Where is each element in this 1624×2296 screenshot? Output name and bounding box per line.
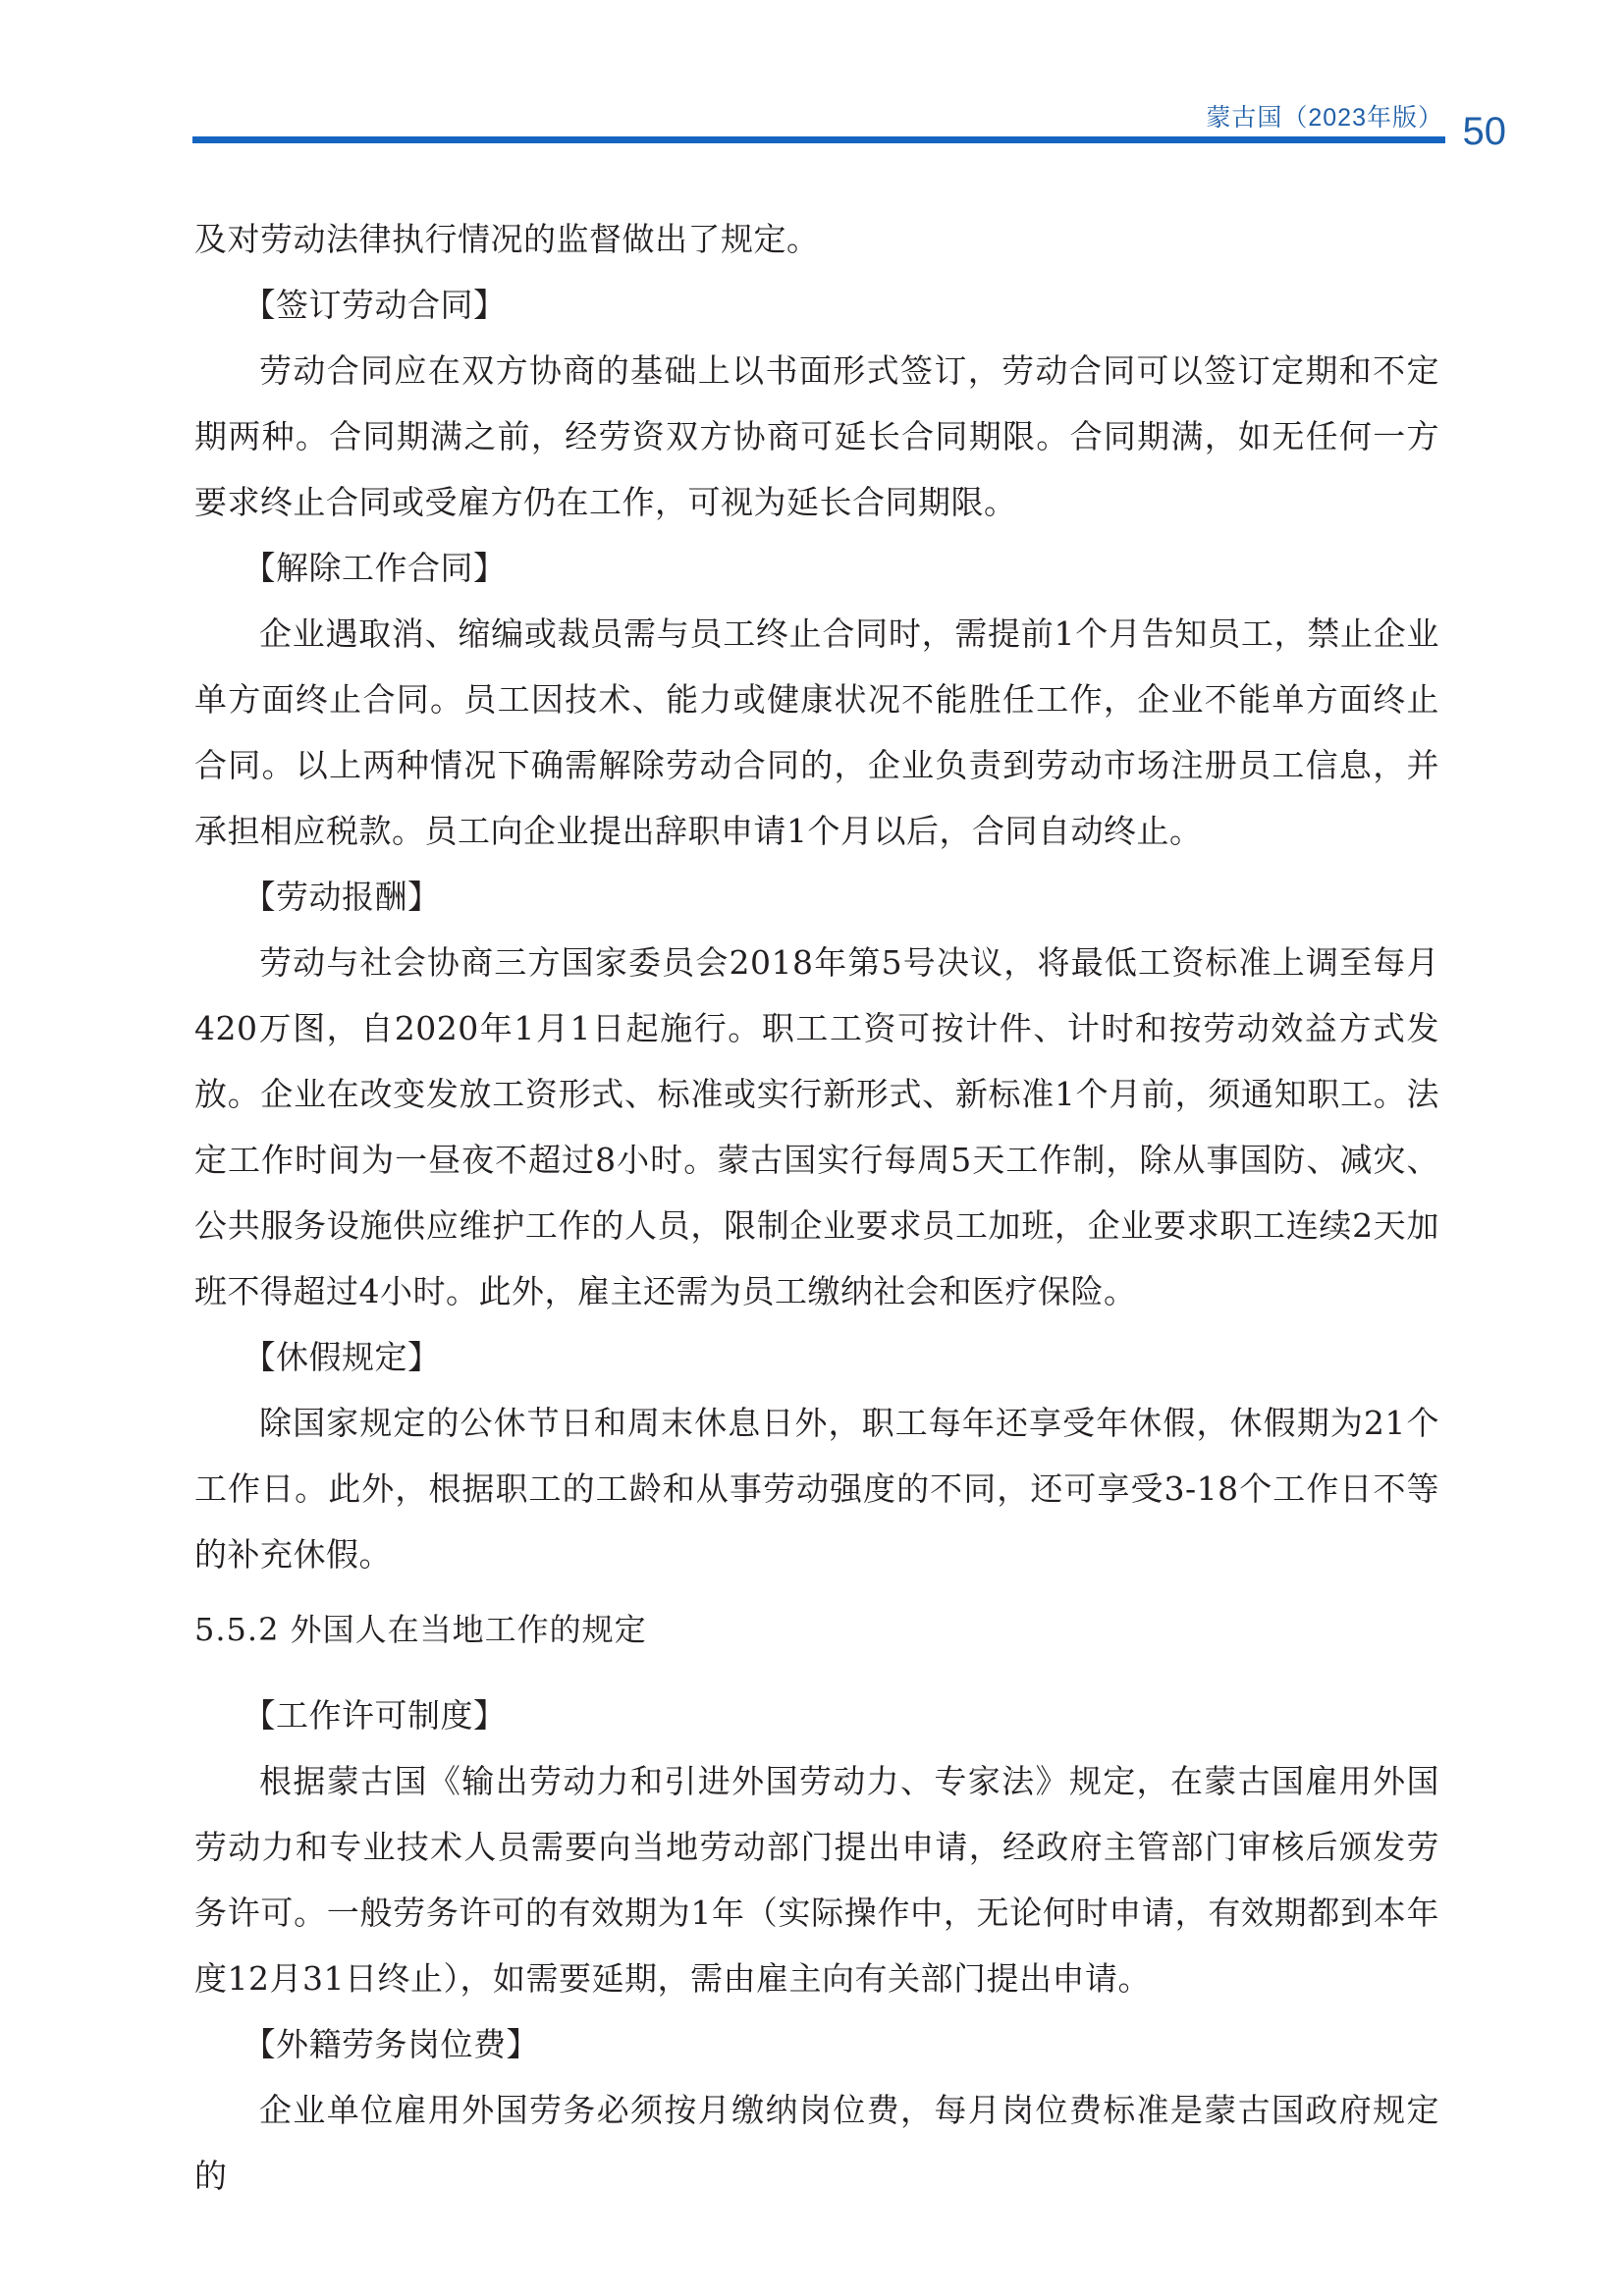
paragraph-terminate-contract: 企业遇取消、缩编或裁员需与员工终止合同时，需提前1个月告知员工，禁止企业单方面终止合同。员工因技术、能力或健康状况不能胜任工作，企业不能单方面终止合同。以上两种情况下确需解除劳动合同的，企业负责到劳动市场注册员工信息，并承担相应税款。员工向企业提出辞职申请1个月以后，合同自动终止。 <box>194 614 1439 850</box>
subheading-foreign-post-fee: 【外籍劳务岗位费】 <box>243 2025 539 2063</box>
paragraph-sign-contract: 劳动合同应在双方协商的基础上以书面形式签订，劳动合同可以签订定期和不定期两种。合同期满之前，经劳资双方协商可延长合同期限。合同期满，如无任何一方要求终止合同或受雇方仍在工作，可视为延长合同期限。 <box>194 351 1439 521</box>
running-header-title: 蒙古国（2023年版） <box>1206 104 1443 132</box>
subheading-leave: 【休假规定】 <box>243 1338 441 1376</box>
paragraph-work-permit: 根据蒙古国《输出劳动力和引进外国劳动力、专家法》规定，在蒙古国雇用外国劳动力和专业技术人员需要向当地劳动部门提出申请，经政府主管部门审核后颁发劳务许可。一般劳务许可的有效期为1年（实际操作中，无论何时申请，有效期都到本年度12月31日终止），如需要延期，需由雇主向有关部门提出申请。 <box>194 1762 1439 1998</box>
paragraph-leave: 除国家规定的公休节日和周末休息日外，职工每年还享受年休假，休假期为21个工作日。此外，根据职工的工龄和从事劳动强度的不同，还可享受3-18个工作日不等的补充休假。 <box>194 1404 1439 1574</box>
subheading-work-permit: 【工作许可制度】 <box>243 1696 507 1735</box>
subheading-terminate-contract: 【解除工作合同】 <box>243 549 507 587</box>
paragraph-remuneration: 劳动与社会协商三方国家委员会2018年第5号决议，将最低工资标准上调至每月420万图，自2020年1月1日起施行。职工工资可按计件、计时和按劳动效益方式发放。企业在改变发放工资形式、标准或实行新形式、新标准1个月前，须通知职工。法定工作时间为一昼夜不超过8小时。蒙古国实行每周5天工作制，除从事国防、减灾、公共服务设施供应维护工作的人员，限制企业要求员工加班，企业要求职工连续2天加班不得超过4小时。此外，雇主还需为员工缴纳社会和医疗保险。 <box>194 943 1439 1310</box>
paragraph-foreign-post-fee: 企业单位雇用外国劳务必须按月缴纳岗位费，每月岗位费标准是蒙古国政府规定的 <box>194 2091 1439 2195</box>
continuation-paragraph: 及对劳动法律执行情况的监督做出了规定。 <box>194 220 820 258</box>
subheading-remuneration: 【劳动报酬】 <box>243 878 441 916</box>
subheading-sign-contract: 【签订劳动合同】 <box>243 286 507 324</box>
section-title-5-5-2: 5.5.2 外国人在当地工作的规定 <box>194 1611 647 1648</box>
header-rule <box>192 136 1445 143</box>
page-body <box>194 206 1439 2209</box>
page-number: 50 <box>1462 110 1506 153</box>
